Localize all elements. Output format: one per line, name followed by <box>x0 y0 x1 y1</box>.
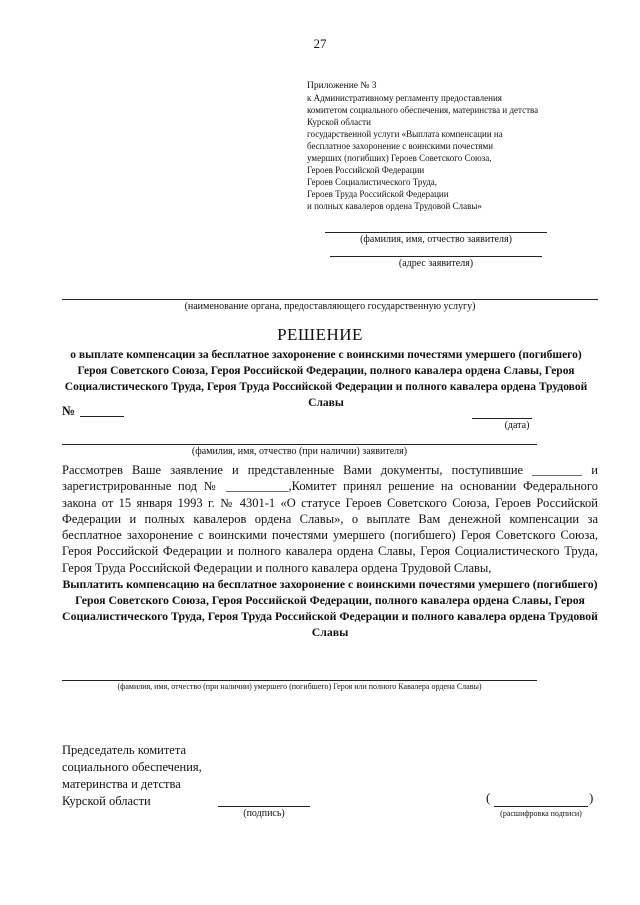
appendix-title: Приложение № 3 <box>307 81 377 91</box>
signatory-line: социального обеспечения, <box>62 760 202 774</box>
appendix-line: Курской области <box>307 117 371 127</box>
decoding-close-paren: ) <box>589 790 594 805</box>
deceased-name-caption: (фамилия, имя, отчество (при наличии) умершего (погибшего) Героя или полного Кавалера ордена Славы) <box>117 682 482 691</box>
appendix-header <box>307 80 567 212</box>
decoding-open-paren: ( <box>486 790 491 805</box>
authority-line <box>62 299 598 300</box>
date-caption: (дата) <box>504 420 530 431</box>
applicant-full-name-caption: (фамилия, имя, отчество (при наличии) заявителя) <box>191 446 408 457</box>
applicant-name-line <box>325 232 547 233</box>
decoding-caption: (расшифровка подписи) <box>500 809 582 818</box>
decision-subject: о выплате компенсации за бесплатное захоронение с воинскими почестями умершего (погибшего) Героя Советского Союза, Героя Российской Федерации, полного кавалера ордена Славы, Героя Социалистического Труда, Героя Труда Российской Федерации и полного кавалера ордена Трудовой Славы <box>64 349 588 409</box>
signature-caption: (подпись) <box>243 808 285 819</box>
applicant-address-line <box>330 256 542 257</box>
signatory-position <box>62 742 202 810</box>
appendix-line: бесплатное захоронение с воинскими почестями <box>307 141 494 151</box>
appendix-line: государственной услуги «Выплата компенсации на <box>307 129 503 139</box>
appendix-line: Героев Социалистического Труда, <box>307 177 438 187</box>
applicant-address-caption: (адрес заявителя) <box>398 258 474 269</box>
decision-paragraph: Рассмотрев Ваше заявление и представленные Вами документы, поступившие ________ и зарегистрированные под № __________,Комитет принял решение на основании Федерального закона от 15 января 1993 г. № 4301-1 «О статусе Героев Советского Союза, Героев Российской Федерации и полных кавалеров ордена Славы», о выплате Вам денежной компенсации за бесплатное захоронение с воинскими почестями умершего (погибшего) Героя Советского Союза, Героя Российской Федерации и полного кавалера ордена Славы, Героя Социалистического Труда, Героя Труда Российской Федерации и полного кавалера ордена Трудовой Славы, <box>62 463 598 575</box>
applicant-full-name-line <box>62 444 537 445</box>
signatory-line: Курской области <box>62 794 151 808</box>
appendix-line: Героев Труда Российской Федерации <box>307 189 449 199</box>
appendix-line: Героев Российской Федерации <box>307 165 425 175</box>
payment-paragraph: Выплатить компенсацию на бесплатное захоронение с воинскими почестями умершего (погибшего) Героя Советского Союза, Героя Российской Федерации, полного кавалера ордена Славы, Героя Социалистического Труда, Героя Труда Российской Федерации и полного кавалера ордена Трудовой Славы <box>62 577 598 640</box>
applicant-name-caption: (фамилия, имя, отчество заявителя) <box>360 234 512 245</box>
appendix-line: комитетом социального обеспечения, материнства и детства <box>307 105 539 115</box>
page-number: 27 <box>313 36 327 51</box>
signatory-line: Председатель комитета <box>62 743 186 757</box>
appendix-line: к Административному регламенту предоставления <box>307 93 502 103</box>
decision-number-label: № <box>62 403 76 418</box>
decision-heading: РЕШЕНИЕ <box>277 325 363 344</box>
decision-number-line <box>80 416 124 417</box>
authority-caption: (наименование органа, предоставляющего государственную услугу) <box>184 301 476 312</box>
date-line <box>472 418 532 419</box>
decision-body <box>62 462 598 640</box>
appendix-line: и полных кавалеров ордена Трудовой Славы» <box>307 201 482 211</box>
signature-line <box>218 806 310 807</box>
decoding-line <box>494 806 588 807</box>
deceased-name-line <box>62 680 537 681</box>
appendix-line: умерших (погибших) Героев Советского Союза, <box>307 153 492 163</box>
signatory-line: материнства и детства <box>62 777 181 791</box>
